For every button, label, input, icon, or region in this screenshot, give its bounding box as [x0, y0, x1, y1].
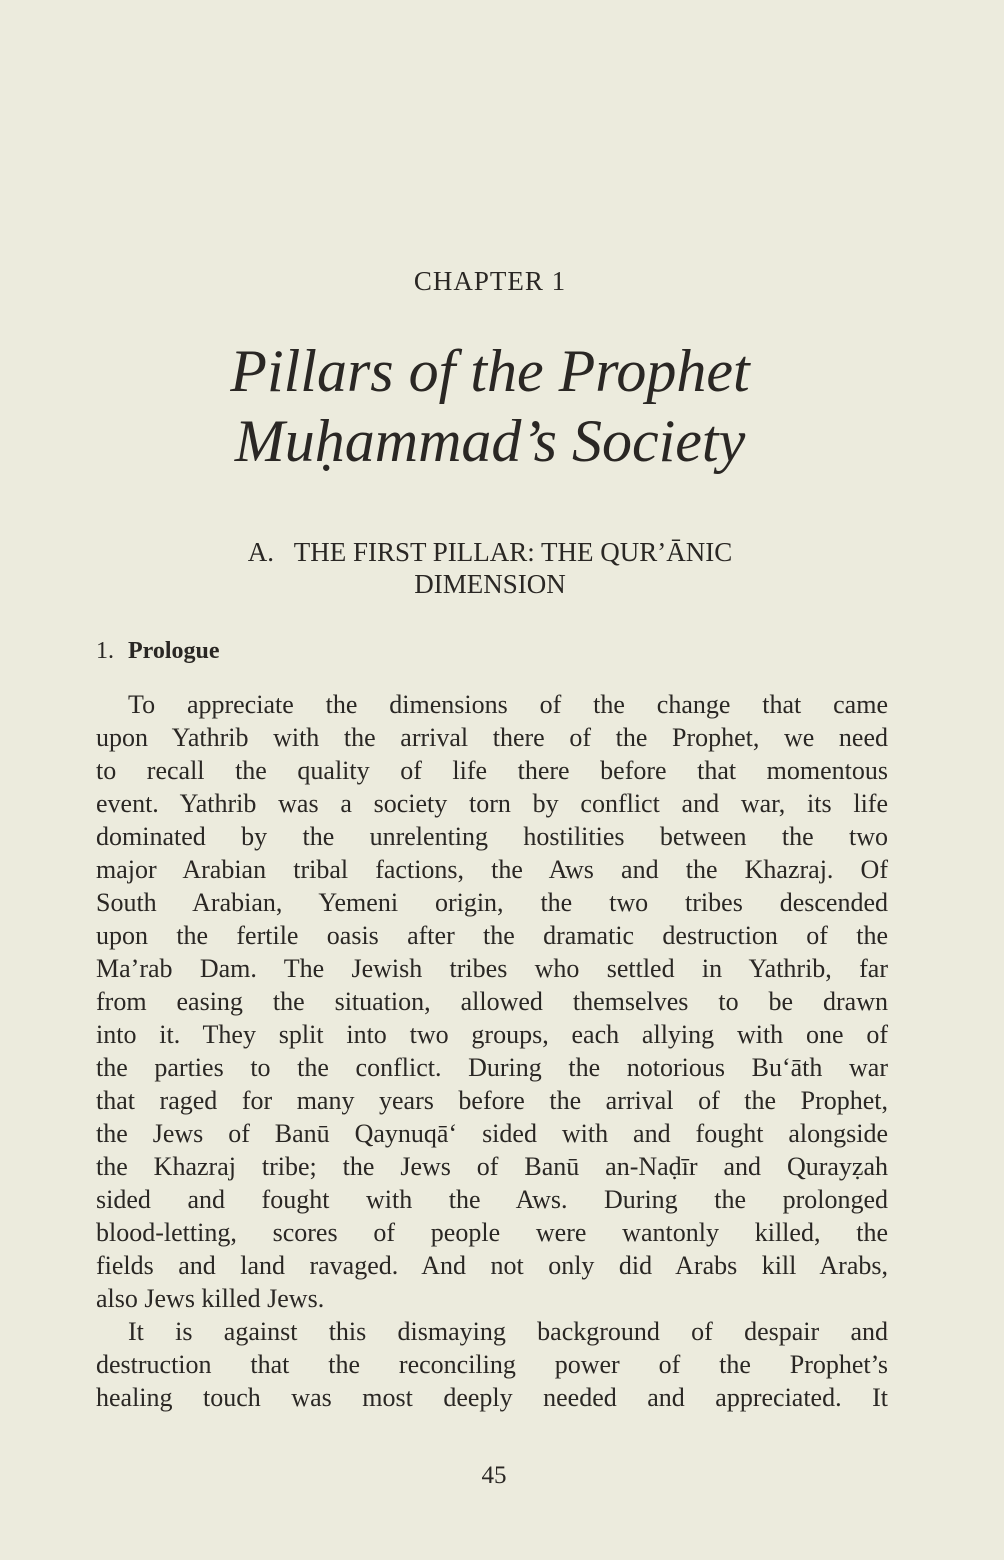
text-line: healing touch was most deeply needed and appreciated. It [96, 1383, 888, 1412]
text-line: the Khazraj tribe; the Jews of Banū an-Naḍīr and Qurayẓah [96, 1152, 888, 1181]
subsection-title: Prologue [128, 638, 220, 664]
chapter-title [0, 336, 980, 476]
section-heading-line: A. THE FIRST PILLAR: THE QUR’ĀNIC [247, 537, 733, 567]
text-line: fields and land ravaged. And not only did Arabs kill Arabs, [96, 1251, 888, 1280]
text-line: sided and fought with the Aws. During the prolonged [96, 1185, 888, 1214]
text-line: event. Yathrib was a society torn by conflict and war, its life [96, 789, 888, 818]
text-line: dominated by the unrelenting hostilities between the two [96, 822, 888, 851]
section-heading [0, 536, 980, 600]
body-text [96, 688, 888, 1414]
text-line: major Arabian tribal factions, the Aws and the Khazraj. Of [96, 855, 888, 884]
subsection-heading [96, 638, 220, 665]
paragraph [96, 1315, 888, 1414]
paragraph [96, 688, 888, 1315]
text-line: also Jews killed Jews. [96, 1284, 325, 1313]
chapter-title-line: Pillars of the Prophet [230, 338, 750, 404]
text-line: South Arabian, Yemeni origin, the two tribes descended [96, 888, 888, 917]
section-heading-line: DIMENSION [414, 569, 566, 599]
text-line: the Jews of Banū Qaynuqā‘ sided with and fought alongside [96, 1119, 888, 1148]
text-line: It is against this dismaying background of despair and [128, 1317, 888, 1346]
text-line: destruction that the reconciling power of the Prophet’s [96, 1350, 888, 1379]
text-line: blood-letting, scores of people were wantonly killed, the [96, 1218, 888, 1247]
chapter-label: CHAPTER 1 [413, 266, 567, 296]
subsection-number: 1. [96, 638, 114, 664]
text-line: upon the fertile oasis after the dramatic destruction of the [96, 921, 888, 950]
text-line: from easing the situation, allowed themselves to be drawn [96, 987, 888, 1016]
text-line: into it. They split into two groups, each allying with one of [96, 1020, 888, 1049]
text-line: the parties to the conflict. During the notorious Bu‘āth war [96, 1053, 888, 1082]
text-line: To appreciate the dimensions of the change that came [128, 690, 888, 719]
page-number: 45 [481, 1462, 507, 1489]
text-line: to recall the quality of life there before that momentous [96, 756, 888, 785]
chapter-title-line: Muḥammad’s Society [234, 408, 746, 474]
text-line: upon Yathrib with the arrival there of the Prophet, we need [96, 723, 888, 752]
text-line: Ma’rab Dam. The Jewish tribes who settled in Yathrib, far [96, 954, 888, 983]
text-line: that raged for many years before the arrival of the Prophet, [96, 1086, 888, 1115]
